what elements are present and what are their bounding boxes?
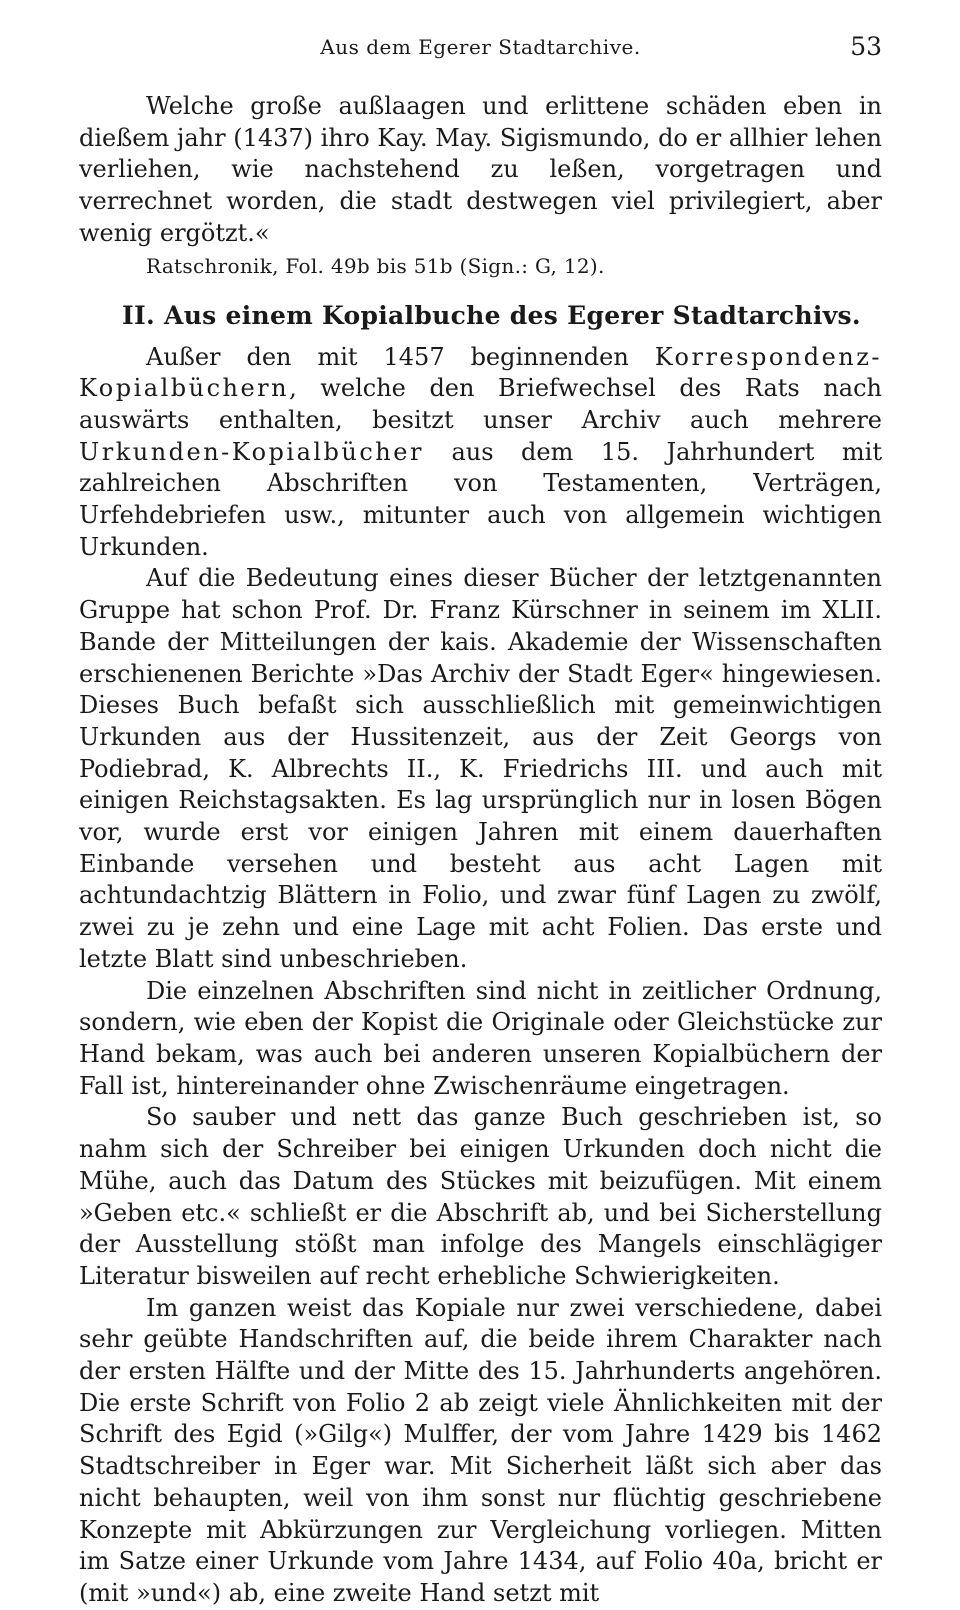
page-header xyxy=(79,32,882,72)
running-head: Aus dem Egerer Stadtarchive. xyxy=(320,35,641,59)
source-reference: Ratschronik, Fol. 49b bis 51b (Sign.: G, 12). xyxy=(146,253,605,278)
paragraph-5: Im ganzen weist das Kopiale nur zwei verschiedene, dabei sehr geübte Handschriften auf, die beide ihrem Charakter nach der ersten Hälfte und der Mitte des 15. Jahrhunderts angehören. Die erste Schrift von Folio 2 ab zeigt viele Ähnlichkeiten mit der Schrift des Egid (»Gilg«) Mulffer, der vom Jahre 1429 bis 1462 Stadtschreiber in Eger war. Mit Sicherheit läßt sich aber das nicht behaupten, weil von ihm sonst nur flüchtig geschriebene Konzepte mit Abkürzungen zur Vergleichung vorliegen. Mitten im Satze einer Urkunde vom Jahre 1434, auf Folio 40a, bricht er (mit »und«) ab, eine zweite Hand setzt mit xyxy=(79,1293,882,1607)
paragraph-1-part-e: aus dem 15. Jahrhundert mit zahlreichen Abschriften von Testamenten, Verträgen, Urfehdebriefen usw., mitunter auch von allgemein wichtigen Urkunden. xyxy=(79,437,882,561)
paragraph-3: Die einzelnen Abschriften sind nicht in zeitlicher Ordnung, sondern, wie eben der Kopist die Originale oder Gleichstücke zur Hand bekam, was auch bei anderen unseren Kopialbüchern der Fall ist, hintereinander ohne Zwischenräume eingetragen. xyxy=(79,976,882,1100)
spaced-term-urkunden: Urkunden-Kopialbücher xyxy=(79,437,424,466)
page-number: 53 xyxy=(850,32,882,61)
paragraph-1-part-a: Außer den mit 1457 beginnenden xyxy=(146,342,655,371)
paragraph-1-part-c: , welche den Briefwechsel des Rats nach auswärts enthalten, besitzt unser Archiv auch mehrere xyxy=(79,374,882,434)
paragraph-2: Auf die Bedeutung eines dieser Bücher der letztgenannten Gruppe hat schon Prof. Dr. Franz Kürschner in seinem im XLII. Bande der Mitteilungen der kais. Akademie der Wissenschaften erschienenen Berichte »Das Archiv der Stadt Eger« hingewiesen. Dieses Buch befaßt sich ausschließlich mit gemeinwichtigen Urkunden aus der Hussitenzeit, aus der Zeit Georgs von Podiebrad, K. Albrechts II., K. Friedrichs III. und auch mit einigen Reichstagsakten. Es lag ursprünglich nur in losen Bögen vor, wurde erst vor einigen Jahren mit einem dauerhaften Einbande versehen und besteht aus acht Lagen mit achtundachtzig Blättern in Folio, und zwar fünf Lagen zu zwölf, zwei zu je zehn und eine Lage mit acht Folien. Das erste und letzte Blatt sind unbeschrieben. xyxy=(79,564,882,973)
section-heading: II. Aus einem Kopialbuche des Egerer Stadtarchivs. xyxy=(122,300,861,330)
paragraph-4: So sauber und nett das ganze Buch geschrieben ist, so nahm sich der Schreiber bei einigen Urkunden doch nicht die Mühe, auch das Datum des Stückes mit beizufügen. Mit einem »Geben etc.« schließt er die Abschrift ab, und bei Sicherstellung der Ausstellung stößt man infolge des Mangels einschlägiger Literatur bisweilen auf recht erhebliche Schwierigkeiten. xyxy=(79,1103,882,1290)
spaced-term-korrespondenz: Korrespondenz-Kopialbüchern xyxy=(79,342,882,403)
paragraph-1 xyxy=(79,342,882,564)
quote-tail-paragraph: Welche große außlaagen und erlittene schäden eben in dießem jahr (1437) ihro Kay. May. Sigismundo, do er allhier lehen verliehen, wie nachstehend zu leßen, vorgetragen und verrechnet worden, die stadt destwegen viel privilegiert, aber wenig ergötzt.« xyxy=(79,92,882,247)
